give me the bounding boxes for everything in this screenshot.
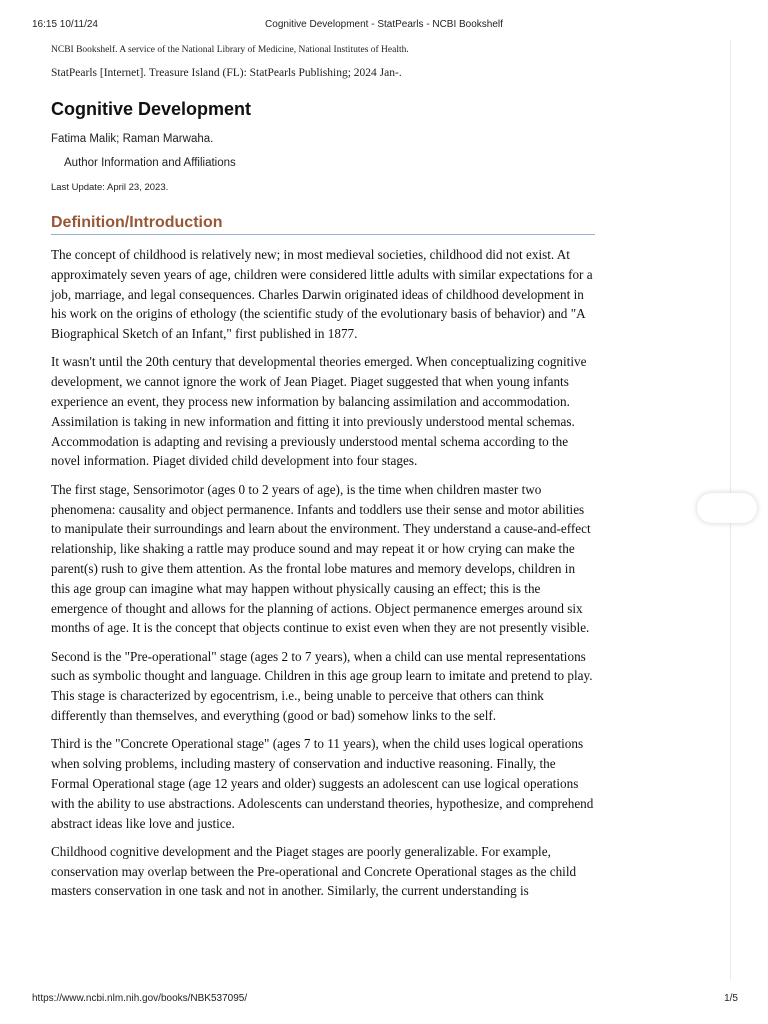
authors: Fatima Malik; Raman Marwaha. bbox=[51, 133, 214, 145]
bookshelf-notice: NCBI Bookshelf. A service of the National Library of Medicine, National Institutes of Health. bbox=[51, 45, 409, 55]
print-timestamp: 16:15 10/11/24 bbox=[32, 19, 98, 30]
print-header bbox=[0, 19, 768, 33]
last-update: Last Update: April 23, 2023. bbox=[51, 182, 169, 193]
paragraph: The concept of childhood is relatively new; in most medieval societies, childhood did not exist. At approximately seven years of age, children were considered little adults with similar expectations for a job, marriage, and legal consequences. Charles Darwin originated ideas of childhood development in his work on the origins of ethology (the scientific study of the evolutionary basis of behavior) and "A Biographical Sketch of an Infant," first published in 1877. bbox=[51, 247, 593, 342]
paragraph: The first stage, Sensorimotor (ages 0 to 2 years of age), is the time when children master two phenomena: causality and object permanence. Infants and toddlers use their sense and motor abilities to manipulate their surroundings and learn about the environment. They understand a cause-and-effect relationship, like shaking a rattle may produce sound and may repeat it or how crying can make the parent(s) rush to give them attention. As the frontal lobe matures and memory develops, children in this age group can imagine what may happen without physically causing an effect; this is the emergence of thought and allows for the planning of actions. Object permanence emerges around six months of age. It is the concept that objects continue to exist even when they are not presently visible. bbox=[51, 481, 591, 636]
paragraph: Childhood cognitive development and the Piaget stages are poorly generalizable. For example, conservation may overlap between the Pre-operational and Concrete Operational stages as the child masters conservation in one task and not in another. Similarly, the current understanding is bbox=[51, 843, 577, 899]
citation: StatPearls [Internet]. Treasure Island (FL): StatPearls Publishing; 2024 Jan-. bbox=[51, 67, 402, 79]
paragraph: Third is the "Concrete Operational stage" (ages 7 to 11 years), when the child uses logical operations when solving problems, including mastery of conservation and inductive reasoning. Finally, the Formal Operational stage (age 12 years and older) suggests an adolescent can use logical operations with the ability to use abstractions. Adolescents can understand theories, hypothesize, and comprehend abstract ideas like love and justice. bbox=[51, 736, 594, 831]
page-title: Cognitive Development bbox=[51, 99, 252, 119]
print-page-number: 1/5 bbox=[724, 993, 738, 1004]
paragraph: It wasn't until the 20th century that developmental theories emerged. When conceptualizing cognitive development, we cannot ignore the work of Jean Piaget. Piaget suggested that when young infants experience an event, they process new information by balancing assimilation and accommodation. Assimilation is taking in new information and fitting it into previously understood mental schemas. Accommodation is adapting and revising a previously understood mental schema according to the novel information. Piaget divided child development into four stages. bbox=[51, 354, 587, 469]
section-heading: Definition/Introduction bbox=[51, 214, 595, 235]
print-url: https://www.ncbi.nlm.nih.gov/books/NBK537095/ bbox=[32, 993, 248, 1004]
paragraph: Second is the "Pre-operational" stage (ages 2 to 7 years), when a child can use mental representations such as symbolic thought and language. Children in this age group learn to imitate and pretend to play. This stage is characterized by egocentrism, i.e., being unable to perceive that others can think differently than themselves, and everything (good or bad) somehow links to the self. bbox=[51, 648, 593, 724]
article-body bbox=[51, 245, 595, 910]
sidebar-toggle-tab[interactable] bbox=[697, 493, 757, 523]
print-page-title: Cognitive Development - StatPearls - NCBI Bookshelf bbox=[265, 19, 503, 30]
author-info-link[interactable]: Author Information and Affiliations bbox=[64, 157, 236, 169]
